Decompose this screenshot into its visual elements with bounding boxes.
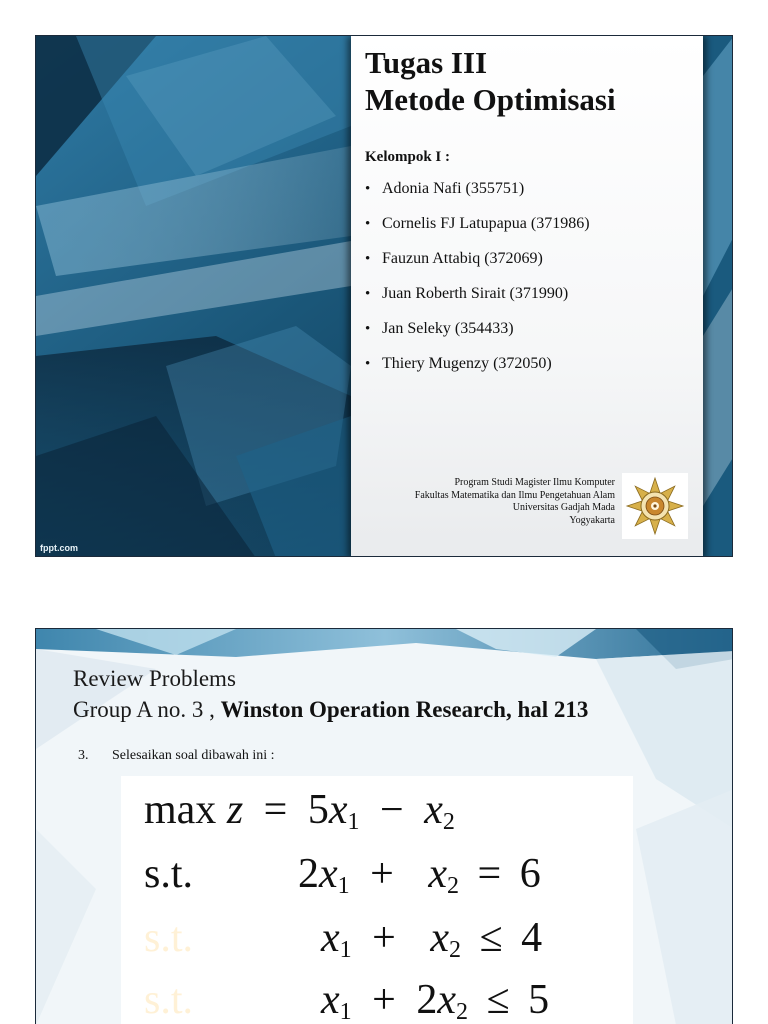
title-slide [35, 35, 733, 557]
formula-sub: 1 [339, 937, 352, 963]
title-panel [351, 36, 703, 557]
formula-sub: 2 [442, 809, 455, 835]
formula-label: s.t. [144, 915, 194, 961]
formula-eq: = [263, 787, 288, 833]
formula-var: x [321, 915, 340, 961]
heading-group-text: Group A no. 3 , [73, 697, 215, 722]
objective-function [144, 786, 455, 836]
formula-coef: 5 [307, 787, 329, 833]
formula-var: z [226, 787, 244, 833]
list-item [365, 249, 590, 284]
formula-var: x [319, 851, 338, 897]
constraint-3-expression [321, 976, 549, 1024]
formula-sub: 2 [447, 873, 459, 899]
slide-title [365, 44, 616, 118]
formula-var: x [424, 787, 443, 833]
university-logo [622, 473, 688, 539]
bullet-icon: • [365, 356, 371, 372]
bullet-icon: • [365, 216, 371, 232]
formula-op: + [372, 915, 396, 961]
list-item [365, 354, 590, 389]
constraint-1 [144, 850, 193, 898]
formula-var: x [328, 787, 348, 833]
formula-image [121, 776, 633, 1024]
member-name: Adonia Nafi (355751) [382, 180, 525, 197]
formula-rel: = [477, 851, 502, 897]
bullet-icon: • [365, 286, 371, 302]
affiliation-university: Universitas Gadjah Mada [512, 502, 615, 513]
affiliation [415, 477, 615, 527]
formula-sub: 1 [339, 999, 352, 1024]
member-list [365, 179, 590, 389]
formula-rel: ≤ [486, 977, 510, 1023]
formula-sub: 2 [449, 937, 461, 963]
affiliation-city: Yogyakarta [569, 514, 615, 526]
slide-heading [73, 663, 588, 725]
instruction-number: 3. [78, 748, 89, 763]
watermark-text: fppt.com [40, 543, 78, 553]
title-line-1: Tugas III [365, 45, 488, 80]
problem-slide [35, 628, 733, 1024]
heading-line-1: Review Problems [73, 666, 236, 691]
constraint-2-expression [321, 914, 542, 964]
formula-rel: ≤ [479, 915, 503, 961]
title-line-2: Metode Optimisasi [365, 82, 616, 117]
formula-op: + [370, 851, 394, 897]
formula-var: x [430, 915, 449, 961]
formula-rhs: 5 [528, 977, 550, 1023]
member-name: Fauzun Attabiq (372069) [382, 250, 543, 267]
list-item [365, 284, 590, 319]
bullet-icon: • [365, 181, 371, 197]
constraint-2-label [144, 914, 193, 962]
formula-op: + [372, 977, 396, 1023]
instruction-text: Selesaikan soal dibawah ini : [112, 748, 275, 763]
formula-var: x [321, 977, 340, 1023]
member-name: Thiery Mugenzy (372050) [382, 355, 552, 372]
bullet-icon: • [365, 251, 371, 267]
affiliation-faculty: Fakultas Matematika dan Ilmu Pengetahuan Alam [414, 489, 615, 501]
formula-var: x [428, 851, 447, 897]
formula-label: s.t. [144, 851, 194, 897]
group-label: Kelompok I : [365, 149, 451, 165]
formula-op: − [380, 787, 404, 833]
formula-rhs: 6 [519, 851, 541, 897]
member-name: Cornelis FJ Latupapua (371986) [382, 215, 590, 232]
formula-rhs: 4 [521, 915, 543, 961]
heading-line-2 [73, 694, 588, 725]
constraint-1-expression [298, 850, 541, 900]
formula-var: x [437, 977, 456, 1023]
list-item [365, 179, 590, 214]
university-seal-icon [622, 473, 688, 539]
constraint-3-label [144, 976, 193, 1024]
list-item [365, 214, 590, 249]
formula-sub: 2 [456, 999, 468, 1024]
member-name: Jan Seleky (354433) [382, 320, 514, 337]
formula-label: s.t. [144, 977, 194, 1023]
list-item [365, 319, 590, 354]
heading-source-text: Winston Operation Research, hal 213 [220, 697, 589, 722]
member-name: Juan Roberth Sirait (371990) [382, 285, 569, 302]
formula-label: max [144, 787, 217, 833]
formula-sub: 1 [347, 809, 360, 835]
formula-coef: 2 [416, 977, 438, 1023]
formula-coef: 2 [298, 851, 319, 897]
formula-sub: 1 [337, 873, 350, 899]
bullet-icon: • [365, 321, 371, 337]
affiliation-program: Program Studi Magister Ilmu Komputer [454, 477, 615, 488]
instruction-line [78, 748, 275, 764]
